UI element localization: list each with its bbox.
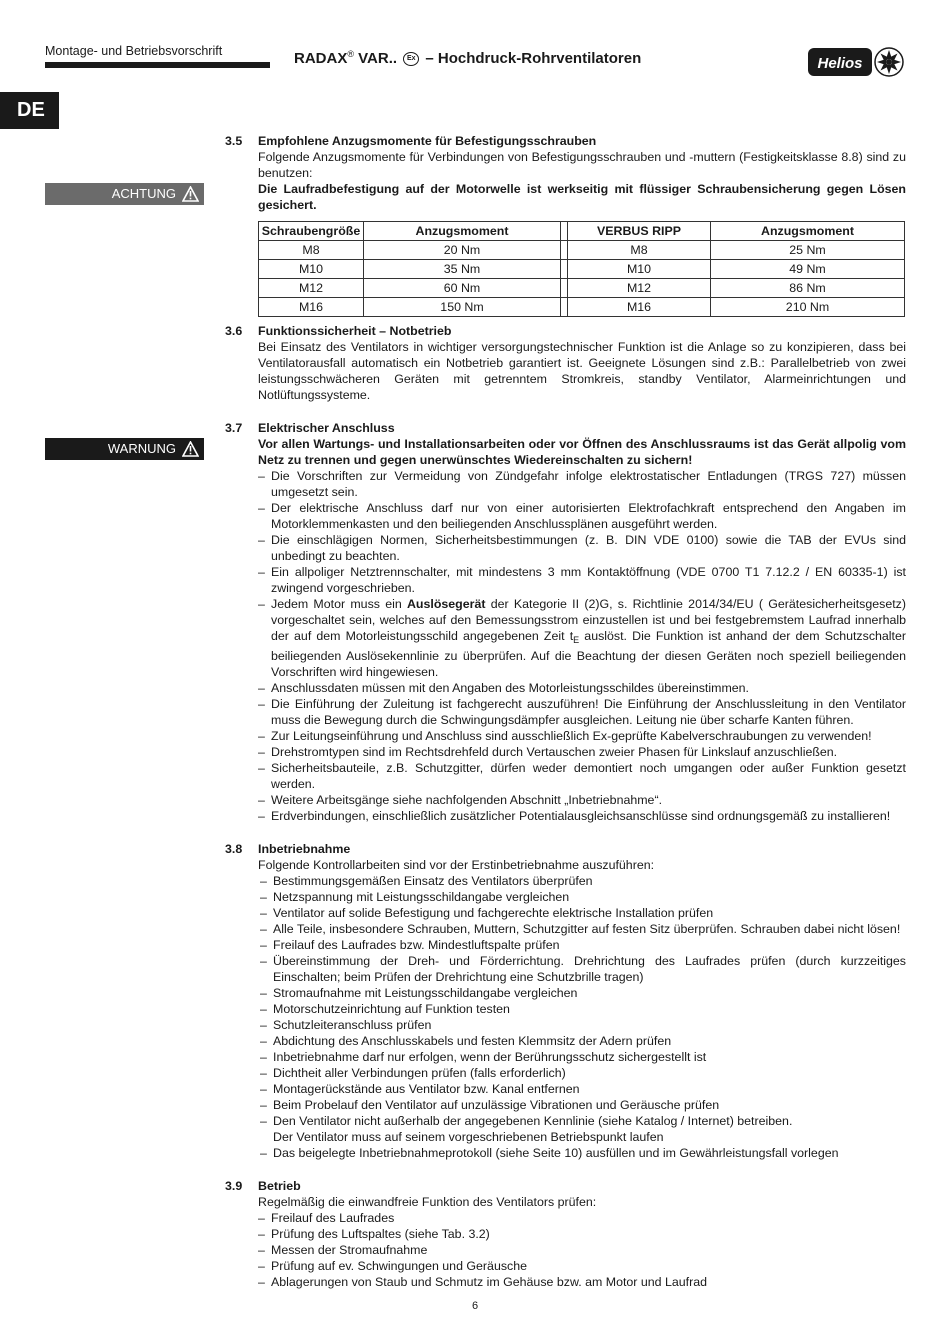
table-header-row bbox=[259, 222, 905, 241]
torque-intro: Folgende Anzugsmomente für Verbindungen von Befestigungsschrauben und -muttern (Festigkeitsklasse 8.8) sind zu benutzen: bbox=[258, 150, 906, 180]
commissioning-list bbox=[260, 873, 906, 1161]
list-item: – Abdichtung des Anschlusskabels und festen Klemmsitz der Adern prüfen bbox=[260, 1033, 906, 1049]
torque-table bbox=[258, 221, 905, 317]
list-item: – Montagerückstände aus Ventilator bzw. Kanal entfernen bbox=[260, 1081, 906, 1097]
section-3-6-heading bbox=[225, 323, 906, 339]
list-item: – Freilauf des Laufrades bzw. Mindestluftspalte prüfen bbox=[260, 937, 906, 953]
column-separator bbox=[561, 241, 568, 260]
table-cell: M16 bbox=[259, 298, 364, 317]
section-number: 3.9 bbox=[225, 1179, 243, 1193]
list-item: – Motorschutzeinrichtung auf Funktion testen bbox=[260, 1001, 906, 1017]
list-item: – Inbetriebnahme darf nur erfolgen, wenn der Berührungsschutz sichergestellt ist bbox=[260, 1049, 906, 1065]
achtung-text: ACHTUNG bbox=[111, 186, 176, 201]
table-cell: 49 Nm bbox=[711, 260, 905, 279]
operation-intro: Regelmäßig die einwandfreie Funktion des Ventilators prüfen: bbox=[258, 1195, 597, 1209]
table-cell: M12 bbox=[568, 279, 711, 298]
table-row bbox=[259, 298, 905, 317]
table-row bbox=[259, 279, 905, 298]
section-3-5-heading bbox=[225, 133, 906, 149]
page-number: 6 bbox=[471, 1300, 479, 1312]
list-item: – Dichtheit aller Verbindungen prüfen (falls erforderlich) bbox=[260, 1065, 906, 1081]
table-cell: 210 Nm bbox=[711, 298, 905, 317]
list-item: – Die Vorschriften zur Vermeidung von Zündgefahr infolge elektrostatischer Entladungen (TRGS 727) müssen umgesetzt sein. bbox=[258, 468, 906, 500]
warning-triangle-icon bbox=[182, 441, 199, 457]
list-item bbox=[260, 1113, 906, 1145]
title-prefix: RADAX bbox=[294, 50, 348, 67]
item-text: auslöst. Die Funktion ist anhand der dem Schutzschalter beiliegenden Auslösekennlinie zu überprüfen. Auf die Beachtung der diesen Geräten noch speziell beiliegenden Vorschriften wird hingewiesen. bbox=[271, 629, 907, 679]
list-item: – Die Einführung der Zuleitung ist fachgerecht auszuführen! Die Einführung der Anschlussleitung in den Ventilator muss die Bewegung durch die Schwingungsdämpfer ausgleichen. Leitung nie über scharfe Kanten führen. bbox=[258, 696, 906, 728]
col-header: Schraubengröße bbox=[259, 222, 364, 241]
list-item: – Übereinstimmung der Dreh- und Förderrichtung. Drehrichtung des Laufrades prüfen (durch kurzzeitiges Einschalten; beim Prüfen der Drehrichtung eine Schutzbrille tragen) bbox=[260, 953, 906, 985]
table-cell: M8 bbox=[568, 241, 711, 260]
list-item: – Ventilator auf solide Befestigung und fachgerechte elektrische Installation prüfen bbox=[260, 905, 906, 921]
list-item: – Drehstromtypen sind im Rechtsdrehfeld durch Vertauschen zweier Phasen für Linkslauf anzuschließen. bbox=[258, 744, 906, 760]
table-cell: 25 Nm bbox=[711, 241, 905, 260]
item-text: Jedem Motor muss ein bbox=[271, 597, 407, 611]
title-model: VAR.. bbox=[353, 50, 402, 67]
column-separator bbox=[561, 222, 568, 241]
section-number: 3.8 bbox=[225, 842, 243, 856]
table-cell: 20 Nm bbox=[364, 241, 561, 260]
col-header: Anzugsmoment bbox=[711, 222, 905, 241]
list-item: – Das beigelegte Inbetriebnahmeprotokoll (siehe Seite 10) ausfüllen und im Gewährleistungsfall vorlegen bbox=[260, 1145, 906, 1161]
section-number: 3.7 bbox=[225, 421, 243, 435]
list-item: – Weitere Arbeitsgänge siehe nachfolgenden Abschnitt „Inbetriebnahme“. bbox=[258, 792, 906, 808]
table-cell: M16 bbox=[568, 298, 711, 317]
warnung-text: WARNUNG bbox=[107, 441, 176, 456]
list-item: – Freilauf des Laufrades bbox=[258, 1210, 906, 1226]
warnung-label bbox=[45, 438, 204, 460]
list-item: – Schutzleiteranschluss prüfen bbox=[260, 1017, 906, 1033]
commissioning-intro: Folgende Kontrollarbeiten sind vor der Erstinbetriebnahme auszuführen: bbox=[258, 858, 655, 872]
list-item: – Anschlussdaten müssen mit den Angaben des Motorleistungsschildes übereinstimmen. bbox=[258, 680, 906, 696]
section-number: 3.5 bbox=[225, 134, 243, 148]
col-header: VERBUS RIPP bbox=[568, 222, 711, 241]
list-item: – Die einschlägigen Normen, Sicherheitsbestimmungen (z. B. DIN VDE 0100) sowie die TAB der EVUs sind unbedingt zu beachten. bbox=[258, 532, 906, 564]
item-text: Den Ventilator nicht außerhalb der angegebenen Kennlinie (siehe Katalog / Internet) betreiben. bbox=[273, 1114, 793, 1128]
list-item: – Der elektrische Anschluss darf nur von einer autorisierten Elektrofachkraft entsprechend den Angaben im Motorklemmenkasten und den beiliegenden Anschlussplänen ausgeführt werden. bbox=[258, 500, 906, 532]
section-number: 3.6 bbox=[225, 324, 243, 338]
col-header: Anzugsmoment bbox=[364, 222, 561, 241]
operation-list bbox=[258, 1210, 906, 1290]
svg-text:Helios: Helios bbox=[817, 55, 863, 72]
table-row bbox=[259, 241, 905, 260]
table-cell: 60 Nm bbox=[364, 279, 561, 298]
column-separator bbox=[561, 298, 568, 317]
list-item: – Erdverbindungen, einschließlich zusätzlicher Potentialausgleichsanschlüsse sind ordnungsgemäß zu installieren! bbox=[258, 808, 906, 824]
electrical-list bbox=[258, 468, 906, 824]
section-title: Funktionssicherheit – Notbetrieb bbox=[258, 324, 452, 338]
language-tab: DE bbox=[0, 92, 59, 129]
section-title: Betrieb bbox=[258, 1179, 301, 1193]
list-item: – Messen der Stromaufnahme bbox=[258, 1242, 906, 1258]
achtung-label bbox=[45, 183, 204, 205]
list-item: – Prüfung des Luftspaltes (siehe Tab. 3.2) bbox=[258, 1226, 906, 1242]
item-emphasis: Auslösegerät bbox=[406, 597, 486, 611]
table-cell: M8 bbox=[259, 241, 364, 260]
main-content bbox=[225, 133, 906, 1290]
list-item: – Alle Teile, insbesondere Schrauben, Muttern, Schutzgitter auf festen Sitz überprüfen. Schrauben dabei nicht lösen! bbox=[260, 921, 906, 937]
section-title: Empfohlene Anzugsmomente für Befestigungsschrauben bbox=[258, 134, 597, 148]
impeller-note: Die Laufradbefestigung auf der Motorwelle ist werkseitig mit flüssiger Schraubensicherung gegen Lösen gesichert. bbox=[258, 182, 906, 212]
table-cell: 86 Nm bbox=[711, 279, 905, 298]
column-separator bbox=[561, 279, 568, 298]
subscript: E bbox=[573, 635, 580, 645]
section-title: Inbetriebnahme bbox=[258, 842, 351, 856]
section-3-8-heading bbox=[225, 841, 906, 857]
list-item: – Zur Leitungseinführung und Anschluss sind ausschließlich Ex-geprüfte Kabelverschraubungen zu verwenden! bbox=[258, 728, 906, 744]
list-item: – Sicherheitsbauteile, z.B. Schutzgitter, dürfen weder demontiert noch umgangen oder außer Funktion gesetzt werden. bbox=[258, 760, 906, 792]
section-3-9-heading bbox=[225, 1178, 906, 1194]
list-item: – Ablagerungen von Staub und Schmutz im Gehäuse bzw. am Motor und Laufrad bbox=[258, 1274, 906, 1290]
item-text-continuation: Der Ventilator muss auf seinem vorgeschriebenen Betriebspunkt laufen bbox=[273, 1130, 664, 1144]
product-title bbox=[294, 49, 641, 67]
disconnect-warning: Vor allen Wartungs- und Installationsarbeiten oder vor Öffnen des Anschlussraums ist das Gerät allpolig vom Netz zu trennen und gegen unerwünschtes Wiedereinschalten zu sichern! bbox=[258, 437, 906, 467]
table-row bbox=[259, 260, 905, 279]
warning-triangle-icon bbox=[182, 186, 199, 202]
table-cell: M10 bbox=[568, 260, 711, 279]
helios-logo bbox=[808, 46, 904, 78]
list-item: – Beim Probelauf den Ventilator auf unzulässige Vibrationen und Geräusche prüfen bbox=[260, 1097, 906, 1113]
list-item: – Bestimmungsgemäßen Einsatz des Ventilators überprüfen bbox=[260, 873, 906, 889]
column-separator bbox=[561, 260, 568, 279]
list-item: – Stromaufnahme mit Leistungsschildangabe vergleichen bbox=[260, 985, 906, 1001]
list-item: – Ein allpoliger Netztrennschalter, mit mindestens 3 mm Kontaktöffnung (VDE 0700 T1 7.12.2 / EN 60335-1) ist zwingend vorgeschrieben. bbox=[258, 564, 906, 596]
emergency-operation-text: Bei Einsatz des Ventilators in wichtiger versorgungstechnischer Funktion ist die Anlage so zu konzipieren, dass bei Ventilatorausfall automatisch ein Notbetrieb garantiert ist. Geeignete Lösungen sind z.B.: Parallelbetrieb von zwei leistungsschwächeren Geräten mit getrenntem Stromkreis, standby Ventilator, Alarmeinrichtungen und Notlüftungssysteme. bbox=[258, 340, 906, 402]
table-cell: 150 Nm bbox=[364, 298, 561, 317]
registered-mark: ® bbox=[347, 49, 354, 59]
table-cell: M12 bbox=[259, 279, 364, 298]
header-rule bbox=[45, 62, 270, 68]
list-item bbox=[258, 596, 906, 680]
table-cell: M10 bbox=[259, 260, 364, 279]
table-cell: 35 Nm bbox=[364, 260, 561, 279]
item-text: der Kategorie II (2)G, s. Richtlinie 2014/34/EU ( Gerätesicherheitsgesetz) vorgeschaltet sein, welches auf den Bemessungsstrom einzustellen ist und bei festgebremstem Laufrad innerhalb der auf dem Motorleistungsschild angegebenen Zeit t bbox=[271, 597, 906, 643]
list-item: – Netzspannung mit Leistungsschildangabe vergleichen bbox=[260, 889, 906, 905]
section-title: Elektrischer Anschluss bbox=[258, 421, 395, 435]
ex-mark-icon: Ex bbox=[403, 52, 419, 66]
document-type: Montage- und Betriebsvorschrift bbox=[45, 44, 223, 58]
title-rest: – Hochdruck-Rohrventilatoren bbox=[421, 50, 642, 67]
list-item: – Prüfung auf ev. Schwingungen und Geräusche bbox=[258, 1258, 906, 1274]
section-3-7-heading bbox=[225, 420, 906, 436]
